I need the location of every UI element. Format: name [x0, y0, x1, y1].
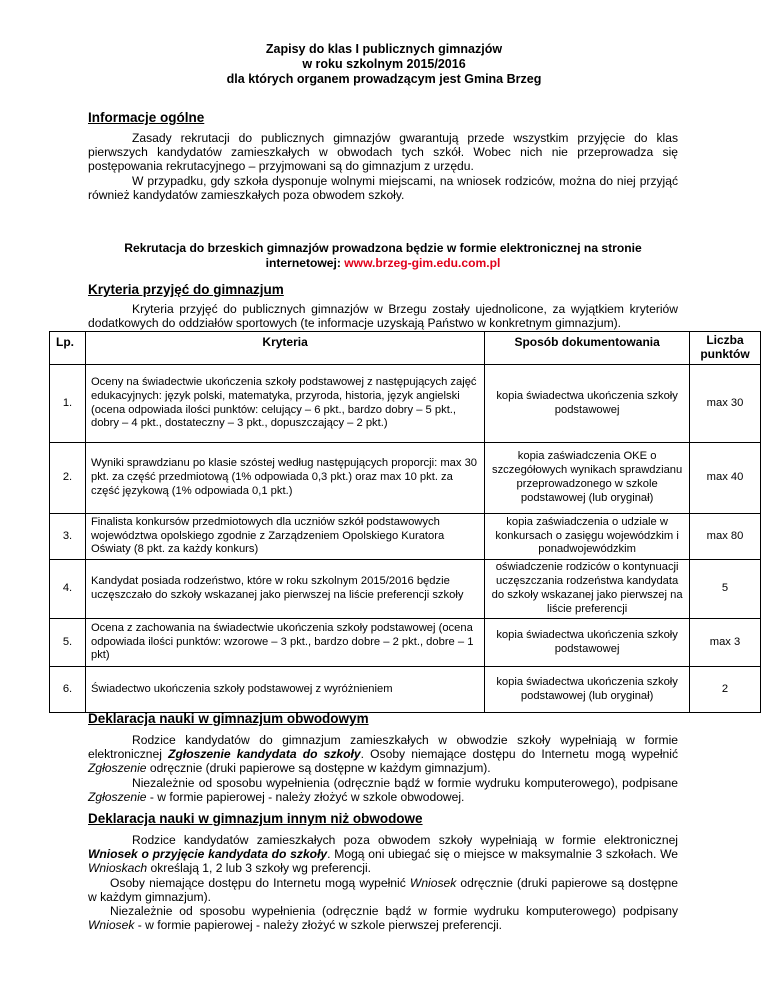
- table-row: [50, 514, 761, 560]
- header-liczba-punktow: Liczba punktów: [690, 332, 761, 365]
- criteria-heading: Kryteria przyjęć do gimnazjum: [88, 282, 284, 297]
- notice-text: Rekrutacja do brzeskich gimnazjów prowadzona będzie w formie elektronicznej na stronie internetowej:: [124, 241, 642, 270]
- table-header-row: [50, 332, 761, 365]
- header-sposob-dokumentowania: Sposób dokumentowania: [485, 332, 690, 365]
- row-kryteria: Wyniki sprawdzianu po klasie szóstej według następujących proporcji: max 30 pkt. za część przedmiotową (1% odpowiada 0,3 pkt.) oraz max 10 pkt. za część językową (1% odpowiada 0,1 pkt.): [85, 443, 484, 514]
- row-lp: 6.: [50, 667, 86, 713]
- row-kryteria: Kandydat posiada rodzeństwo, które w roku szkolnym 2015/2016 będzie uczęszczało do szkoły wskazanej jako pierwszej na liście preferencji szkoły: [85, 560, 484, 619]
- info-paragraph-2: W przypadku, gdy szkoła dysponuje wolnymi miejscami, na wniosek rodziców, można do niej przyjąć również kandydatów zamieszkałych poza obwodem szkoły.: [88, 173, 678, 202]
- row-kryteria: Oceny na świadectwie ukończenia szkoły podstawowej z następujących zajęć edukacyjnych: język polski, matematyka, przyroda, historia, język angielski (ocena odpowiada ilości punktów: celujący – 6 pkt., bardzo dobry – 5 pkt., dobry – 4 pkt., dostateczny – 3 pkt., dopuszczający – 2 pkt.): [85, 365, 484, 443]
- inne-section: [88, 833, 678, 932]
- criteria-paragraph: Kryteria przyjęć do publicznych gimnazjów w Brzegu zostały ujednolicone, za wyjątkiem kryteriów dodatkowych do oddziałów sportowych (te informacje uzyskają Państwo w konkretnym gimnazjum).: [88, 302, 678, 331]
- row-sposob: kopia świadectwa ukończenia szkoły podstawowej: [485, 365, 690, 443]
- table-row: [50, 443, 761, 514]
- document-title: [0, 42, 768, 87]
- row-punkty: 5: [690, 560, 761, 619]
- obwodowe-heading: Deklaracja nauki w gimnazjum obwodowym: [88, 711, 369, 726]
- row-sposob: kopia świadectwa ukończenia szkoły podstawowej (lub oryginał): [485, 667, 690, 713]
- inne-paragraph-1: Rodzice kandydatów zamieszkałych poza obwodem szkoły wypełniają w formie elektronicznej Wniosek o przyjęcie kandydata do szkoły. Mogą oni ubiegać się o miejsce w maksymalnie 3 szkołach. We Wnioskach określają 1, 2 lub 3 szkoły wg preferencji.: [88, 833, 678, 876]
- recruitment-website-link[interactable]: www.brzeg-gim.edu.com.pl: [344, 256, 501, 270]
- table-row: [50, 667, 761, 713]
- table-row: [50, 619, 761, 667]
- table-row: [50, 365, 761, 443]
- title-line-1: Zapisy do klas I publicznych gimnazjów: [265, 42, 503, 56]
- row-kryteria: Świadectwo ukończenia szkoły podstawowej z wyróżnieniem: [85, 667, 484, 713]
- row-lp: 4.: [50, 560, 86, 619]
- header-lp: Lp.: [50, 332, 86, 365]
- electronic-recruitment-notice: [88, 241, 678, 271]
- header-kryteria: Kryteria: [85, 332, 484, 365]
- obwodowe-paragraph-2: Niezależnie od sposobu wypełnienia (odręcznie bądź w formie wydruku komputerowego), podpisane Zgłoszenie - w formie papierowej - należy złożyć w szkole obwodowej.: [88, 775, 678, 804]
- criteria-section: [88, 302, 678, 330]
- row-lp: 3.: [50, 514, 86, 560]
- row-lp: 2.: [50, 443, 86, 514]
- row-sposob: kopia zaświadczenia OKE o szczegółowych wynikach sprawdzianu przeprowadzonego w szkole podstawowej (lub oryginał): [485, 443, 690, 514]
- title-line-3: dla których organem prowadzącym jest Gmina Brzeg: [226, 72, 542, 86]
- inne-paragraph-2: Osoby niemające dostępu do Internetu mogą wypełnić Wniosek odręcznie (druki papierowe są dostępne w każdym gimnazjum).: [88, 875, 678, 904]
- info-section: [88, 131, 678, 202]
- row-sposob: oświadczenie rodziców o kontynuacji uczęszczania rodzeństwa kandydata do szkoły wskazanej jako pierwszej na liście preferencji: [485, 560, 690, 619]
- row-lp: 1.: [50, 365, 86, 443]
- inne-heading: Deklaracja nauki w gimnazjum innym niż obwodowe: [88, 811, 423, 826]
- table-row: [50, 560, 761, 619]
- obwodowe-paragraph-1: Rodzice kandydatów do gimnazjum zamieszkałych w obwodzie szkoły wypełniają w formie elektronicznej Zgłoszenie kandydata do szkoły. Osoby niemające dostępu do Internetu mogą wypełnić Zgłoszenie odręcznie (druki papierowe są dostępne w każdym gimnazjum).: [88, 733, 679, 776]
- row-punkty: 2: [690, 667, 761, 713]
- row-lp: 5.: [50, 619, 86, 667]
- row-kryteria: Finalista konkursów przedmiotowych dla uczniów szkół podstawowych województwa opolskiego zgodnie z Zarządzeniem Opolskiego Kuratora Oświaty (8 pkt. za każdy konkurs): [85, 514, 484, 560]
- row-punkty: max 40: [690, 443, 761, 514]
- info-paragraph-1: Zasady rekrutacji do publicznych gimnazjów gwarantują przede wszystkim przyjęcie do klas pierwszych kandydatów zamieszkałych w obwodach tych szkół. Wobec nich nie przeprowadza się postępowania rekrutacyjnego – przyjmowani są do gimnazjum z urzędu.: [88, 131, 678, 174]
- info-heading: Informacje ogólne: [88, 110, 205, 125]
- criteria-table: [49, 331, 761, 713]
- row-punkty: max 3: [690, 619, 761, 667]
- row-sposob: kopia zaświadczenia o udziale w konkursach o zasięgu wojewódzkim i ponadwojewódzkim: [485, 514, 690, 560]
- inne-paragraph-3: Niezależnie od sposobu wypełnienia (odręcznie bądź w formie wydruku komputerowego) podpisany Wniosek - w formie papierowej - należy złożyć w szkole pierwszej preferencji.: [88, 904, 678, 933]
- row-kryteria: Ocena z zachowania na świadectwie ukończenia szkoły podstawowej (ocena odpowiada ilości punktów: wzorowe – 3 pkt., bardzo dobre – 2 pkt., dobre – 1 pkt): [85, 619, 484, 667]
- row-punkty: max 80: [690, 514, 761, 560]
- row-punkty: max 30: [690, 365, 761, 443]
- obwodowe-section: [88, 733, 678, 804]
- title-line-2: w roku szkolnym 2015/2016: [302, 57, 466, 71]
- row-sposob: kopia świadectwa ukończenia szkoły podstawowej: [485, 619, 690, 667]
